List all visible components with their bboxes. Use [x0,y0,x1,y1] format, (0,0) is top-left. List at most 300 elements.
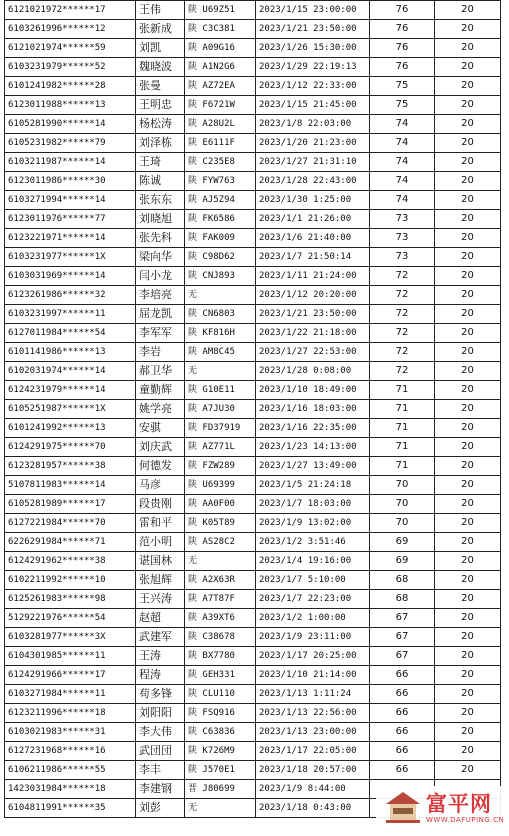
table-row [5,571,501,590]
id-cell: 6123011986******30 [5,172,136,191]
name-cell: 刘凯 [136,39,185,58]
table-row [5,267,501,286]
time-cell: 2023/1/7 22:23:00 [256,590,370,609]
plate-cell: 无 [185,286,256,305]
name-cell: 何德发 [136,457,185,476]
name-cell: 刘泽栋 [136,134,185,153]
id-cell: 6104811991******35 [5,799,136,818]
id-cell: 6104301985******11 [5,647,136,666]
points-cell: 20 [435,495,501,514]
score-cell: 66 [370,723,435,742]
name-cell: 张东东 [136,191,185,210]
time-cell: 2023/1/20 21:23:00 [256,134,370,153]
time-cell: 2023/1/21 23:50:00 [256,20,370,39]
score-cell: 71 [370,400,435,419]
plate-cell: 陕 C63836 [185,723,256,742]
time-cell: 2023/1/30 1:25:00 [256,191,370,210]
plate-cell: 陕 J570E1 [185,761,256,780]
time-cell: 2023/1/28 0:08:00 [256,362,370,381]
time-cell: 2023/1/13 23:00:00 [256,723,370,742]
time-cell: 2023/1/12 22:33:00 [256,77,370,96]
points-cell: 20 [435,210,501,229]
time-cell: 2023/1/29 22:19:13 [256,58,370,77]
score-cell: 71 [370,381,435,400]
id-cell: 6127221984******70 [5,514,136,533]
points-cell: 20 [435,77,501,96]
table-body [5,1,501,818]
plate-cell: 陕 K726M9 [185,742,256,761]
time-cell: 2023/1/10 21:14:00 [256,666,370,685]
score-cell: 72 [370,305,435,324]
id-cell: 6103261996******12 [5,20,136,39]
plate-cell: 晋 J80699 [185,780,256,799]
score-cell: 73 [370,229,435,248]
plate-cell: 陕 AA0F00 [185,495,256,514]
points-cell: 20 [435,571,501,590]
table-row [5,58,501,77]
table-row [5,514,501,533]
plate-cell: 陕 A39XT6 [185,609,256,628]
watermark [376,786,506,832]
time-cell: 2023/1/17 22:05:00 [256,742,370,761]
points-cell: 20 [435,1,501,20]
plate-cell: 陕 KF816H [185,324,256,343]
plate-cell: 陕 A1N2G6 [185,58,256,77]
score-cell: 66 [370,742,435,761]
points-cell: 20 [435,552,501,571]
table-row [5,39,501,58]
time-cell: 2023/1/18 20:57:00 [256,761,370,780]
score-cell: 72 [370,286,435,305]
score-cell: 66 [370,666,435,685]
time-cell: 2023/1/7 5:10:00 [256,571,370,590]
table-row [5,666,501,685]
plate-cell: 陕 U69399 [185,476,256,495]
plate-cell: 陕 G10E11 [185,381,256,400]
table-row [5,628,501,647]
plate-cell: 陕 F6721W [185,96,256,115]
plate-cell: 陕 AJ5Z94 [185,191,256,210]
table-row [5,134,501,153]
plate-cell: 陕 K05T89 [185,514,256,533]
time-cell: 2023/1/16 22:35:00 [256,419,370,438]
name-cell: 王兴涛 [136,590,185,609]
house-logo-icon [384,790,422,824]
id-cell: 6105281989******17 [5,495,136,514]
points-cell: 20 [435,704,501,723]
table-row [5,20,501,39]
id-cell: 6124291966******17 [5,666,136,685]
score-cell: 71 [370,438,435,457]
name-cell: 苟多锋 [136,685,185,704]
score-cell: 66 [370,685,435,704]
points-cell: 20 [435,305,501,324]
score-cell: 69 [370,533,435,552]
name-cell: 刘彭 [136,799,185,818]
name-cell: 张新成 [136,20,185,39]
score-cell: 72 [370,267,435,286]
time-cell: 2023/1/7 18:03:00 [256,495,370,514]
score-cell: 71 [370,457,435,476]
name-cell: 李军军 [136,324,185,343]
time-cell: 2023/1/9 13:02:00 [256,514,370,533]
id-cell: 5107811983******14 [5,476,136,495]
name-cell: 王琦 [136,153,185,172]
id-cell: 6124291962******38 [5,552,136,571]
score-cell: 68 [370,571,435,590]
id-cell: 6123281957******38 [5,457,136,476]
time-cell: 2023/1/8 22:03:00 [256,115,370,134]
name-cell: 谌国林 [136,552,185,571]
time-cell: 2023/1/27 13:49:00 [256,457,370,476]
id-cell: 6105281990******14 [5,115,136,134]
score-cell: 74 [370,191,435,210]
table-row [5,210,501,229]
name-cell: 王伟 [136,1,185,20]
points-cell: 20 [435,457,501,476]
points-cell: 20 [435,191,501,210]
name-cell: 张旭辉 [136,571,185,590]
time-cell: 2023/1/28 22:43:00 [256,172,370,191]
id-cell: 6226291984******71 [5,533,136,552]
time-cell: 2023/1/6 21:40:00 [256,229,370,248]
table-row [5,324,501,343]
score-cell: 75 [370,96,435,115]
data-table [4,0,501,818]
time-cell: 2023/1/16 18:03:00 [256,400,370,419]
time-cell: 2023/1/22 21:18:00 [256,324,370,343]
time-cell: 2023/1/23 14:13:00 [256,438,370,457]
points-cell: 20 [435,96,501,115]
time-cell: 2023/1/5 21:24:18 [256,476,370,495]
time-cell: 2023/1/1 21:26:00 [256,210,370,229]
points-cell: 20 [435,267,501,286]
id-cell: 6121021974******59 [5,39,136,58]
points-cell: 20 [435,248,501,267]
score-cell: 66 [370,761,435,780]
points-cell: 20 [435,381,501,400]
plate-cell: 陕 AS28C2 [185,533,256,552]
id-cell: 6123261986******32 [5,286,136,305]
points-cell: 20 [435,20,501,39]
time-cell: 2023/1/2 1:00:00 [256,609,370,628]
table-row [5,153,501,172]
score-cell: 74 [370,115,435,134]
name-cell: 杨松涛 [136,115,185,134]
time-cell: 2023/1/15 23:00:00 [256,1,370,20]
id-cell: 6103231977******1X [5,248,136,267]
plate-cell: 陕 FSQ916 [185,704,256,723]
table-row [5,742,501,761]
points-cell: 20 [435,476,501,495]
points-cell: 20 [435,419,501,438]
watermark-brand: 富平网 [426,792,492,816]
name-cell: 王涛 [136,647,185,666]
table-row [5,1,501,20]
table-row [5,495,501,514]
table-row [5,476,501,495]
score-cell: 72 [370,362,435,381]
time-cell: 2023/1/15 21:45:00 [256,96,370,115]
table-row [5,248,501,267]
score-cell: 71 [370,419,435,438]
score-cell: 74 [370,153,435,172]
id-cell: 6123011988******13 [5,96,136,115]
id-cell: 6102211992******10 [5,571,136,590]
id-cell: 1423031984******18 [5,780,136,799]
id-cell: 6121021972******17 [5,1,136,20]
points-cell: 20 [435,666,501,685]
points-cell: 20 [435,628,501,647]
score-cell: 74 [370,172,435,191]
points-cell: 20 [435,362,501,381]
points-cell: 20 [435,58,501,77]
name-cell: 李岩 [136,343,185,362]
time-cell: 2023/1/2 3:51:46 [256,533,370,552]
name-cell: 李大伟 [136,723,185,742]
points-cell: 20 [435,400,501,419]
id-cell: 6123011976******77 [5,210,136,229]
name-cell: 魏晓波 [136,58,185,77]
table-row [5,438,501,457]
table-row [5,533,501,552]
score-cell: 76 [370,39,435,58]
name-cell: 安骐 [136,419,185,438]
table-row [5,761,501,780]
score-cell: 76 [370,58,435,77]
plate-cell: 陕 FK6586 [185,210,256,229]
id-cell: 6124291975******70 [5,438,136,457]
plate-cell: 陕 C38678 [185,628,256,647]
points-cell: 20 [435,761,501,780]
plate-cell: 无 [185,799,256,818]
id-cell: 6103231979******52 [5,58,136,77]
name-cell: 童勤辉 [136,381,185,400]
score-cell: 76 [370,1,435,20]
points-cell: 20 [435,514,501,533]
id-cell: 6102031974******14 [5,362,136,381]
time-cell: 2023/1/11 21:24:00 [256,267,370,286]
table-row [5,115,501,134]
points-cell: 20 [435,153,501,172]
score-cell: 70 [370,476,435,495]
time-cell: 2023/1/17 20:25:00 [256,647,370,666]
points-cell: 20 [435,609,501,628]
plate-cell: 陕 E6111F [185,134,256,153]
name-cell: 王明忠 [136,96,185,115]
plate-cell: 无 [185,552,256,571]
table-row [5,685,501,704]
table-row [5,229,501,248]
id-cell: 6101241992******13 [5,419,136,438]
score-cell: 73 [370,210,435,229]
name-cell: 张先科 [136,229,185,248]
name-cell: 刘阳阳 [136,704,185,723]
table-row [5,77,501,96]
points-cell: 20 [435,590,501,609]
time-cell: 2023/1/21 23:50:00 [256,305,370,324]
points-cell: 20 [435,533,501,552]
table-row [5,96,501,115]
id-cell: 6123221971******14 [5,229,136,248]
name-cell: 赵超 [136,609,185,628]
table-row [5,343,501,362]
table-row [5,400,501,419]
name-cell: 闫小龙 [136,267,185,286]
name-cell: 雷和平 [136,514,185,533]
plate-cell: 陕 A2X63R [185,571,256,590]
points-cell: 20 [435,229,501,248]
table-row [5,723,501,742]
points-cell: 20 [435,685,501,704]
score-cell: 67 [370,647,435,666]
name-cell: 陈诚 [136,172,185,191]
table-row [5,381,501,400]
id-cell: 6105251987******1X [5,400,136,419]
time-cell: 2023/1/12 20:20:00 [256,286,370,305]
watermark-url: WWW.DAFUPING.CN [426,816,505,824]
score-cell: 74 [370,134,435,153]
score-cell: 67 [370,609,435,628]
id-cell: 6101241982******28 [5,77,136,96]
points-cell: 20 [435,742,501,761]
id-cell: 6103031969******14 [5,267,136,286]
plate-cell: 陕 A09G16 [185,39,256,58]
points-cell: 20 [435,115,501,134]
plate-cell: 陕 A28U2L [185,115,256,134]
points-cell: 20 [435,286,501,305]
score-cell: 66 [370,704,435,723]
plate-cell: 陕 CNJ893 [185,267,256,286]
id-cell: 6101141986******13 [5,343,136,362]
plate-cell: 陕 AZ771L [185,438,256,457]
plate-cell: 陕 FD37919 [185,419,256,438]
points-cell: 20 [435,438,501,457]
table-row [5,609,501,628]
name-cell: 马彦 [136,476,185,495]
score-cell: 69 [370,552,435,571]
plate-cell: 陕 CN6803 [185,305,256,324]
points-cell: 20 [435,172,501,191]
time-cell: 2023/1/9 8:44:00 [256,780,370,799]
points-cell: 20 [435,343,501,362]
name-cell: 刘庆武 [136,438,185,457]
id-cell: 6125261983******98 [5,590,136,609]
time-cell: 2023/1/27 22:53:00 [256,343,370,362]
name-cell: 张曼 [136,77,185,96]
time-cell: 2023/1/13 22:56:00 [256,704,370,723]
table-row [5,286,501,305]
id-cell: 6127011984******54 [5,324,136,343]
plate-cell: 陕 BX7780 [185,647,256,666]
id-cell: 6103021983******31 [5,723,136,742]
plate-cell: 陕 CLU110 [185,685,256,704]
points-cell: 20 [435,723,501,742]
score-cell: 70 [370,514,435,533]
time-cell: 2023/1/13 1:11:24 [256,685,370,704]
name-cell: 姚学亮 [136,400,185,419]
plate-cell: 陕 C3C381 [185,20,256,39]
name-cell: 郝卫华 [136,362,185,381]
score-cell: 67 [370,628,435,647]
table-row [5,704,501,723]
plate-cell: 陕 GEH331 [185,666,256,685]
score-cell: 73 [370,248,435,267]
score-cell: 70 [370,495,435,514]
time-cell: 2023/1/18 0:43:00 [256,799,370,818]
points-cell: 20 [435,134,501,153]
time-cell: 2023/1/4 19:16:00 [256,552,370,571]
plate-cell: 陕 C235E8 [185,153,256,172]
id-cell: 6106211986******55 [5,761,136,780]
score-cell: 72 [370,324,435,343]
table-row [5,305,501,324]
id-cell: 6103271994******14 [5,191,136,210]
name-cell: 李培亮 [136,286,185,305]
table-row [5,647,501,666]
time-cell: 2023/1/10 18:49:00 [256,381,370,400]
points-cell: 20 [435,39,501,58]
id-cell: 6103281977******3X [5,628,136,647]
plate-cell: 陕 C98D62 [185,248,256,267]
plate-cell: 陕 U69Z51 [185,1,256,20]
name-cell: 李丰 [136,761,185,780]
plate-cell: 陕 AZ72EA [185,77,256,96]
id-cell: 6103231997******11 [5,305,136,324]
name-cell: 李建钢 [136,780,185,799]
name-cell: 刘晓旭 [136,210,185,229]
name-cell: 武団団 [136,742,185,761]
plate-cell: 陕 FYW763 [185,172,256,191]
score-cell: 72 [370,343,435,362]
table-row [5,590,501,609]
score-cell: 75 [370,77,435,96]
plate-cell: 陕 A7T87F [185,590,256,609]
table-row [5,457,501,476]
id-cell: 6124231979******14 [5,381,136,400]
table-row [5,362,501,381]
name-cell: 段贵刚 [136,495,185,514]
plate-cell: 陕 FAK009 [185,229,256,248]
name-cell: 程涛 [136,666,185,685]
time-cell: 2023/1/7 21:50:14 [256,248,370,267]
id-cell: 6123211996******18 [5,704,136,723]
points-cell: 20 [435,324,501,343]
table-row [5,552,501,571]
plate-cell: 陕 FZW289 [185,457,256,476]
id-cell: 6103211987******14 [5,153,136,172]
plate-cell: 陕 AM8C45 [185,343,256,362]
time-cell: 2023/1/27 21:31:10 [256,153,370,172]
table-row [5,191,501,210]
id-cell: 6127231968******16 [5,742,136,761]
id-cell: 5129221976******54 [5,609,136,628]
name-cell: 范小明 [136,533,185,552]
time-cell: 2023/1/9 23:11:00 [256,628,370,647]
score-cell: 76 [370,20,435,39]
plate-cell: 陕 A7JU30 [185,400,256,419]
name-cell: 屈龙凯 [136,305,185,324]
time-cell: 2023/1/26 15:30:00 [256,39,370,58]
plate-cell: 无 [185,362,256,381]
id-cell: 6103271984******11 [5,685,136,704]
score-cell: 68 [370,590,435,609]
points-cell: 20 [435,647,501,666]
table-row [5,172,501,191]
name-cell: 武建军 [136,628,185,647]
name-cell: 梁向华 [136,248,185,267]
id-cell: 6105231982******79 [5,134,136,153]
